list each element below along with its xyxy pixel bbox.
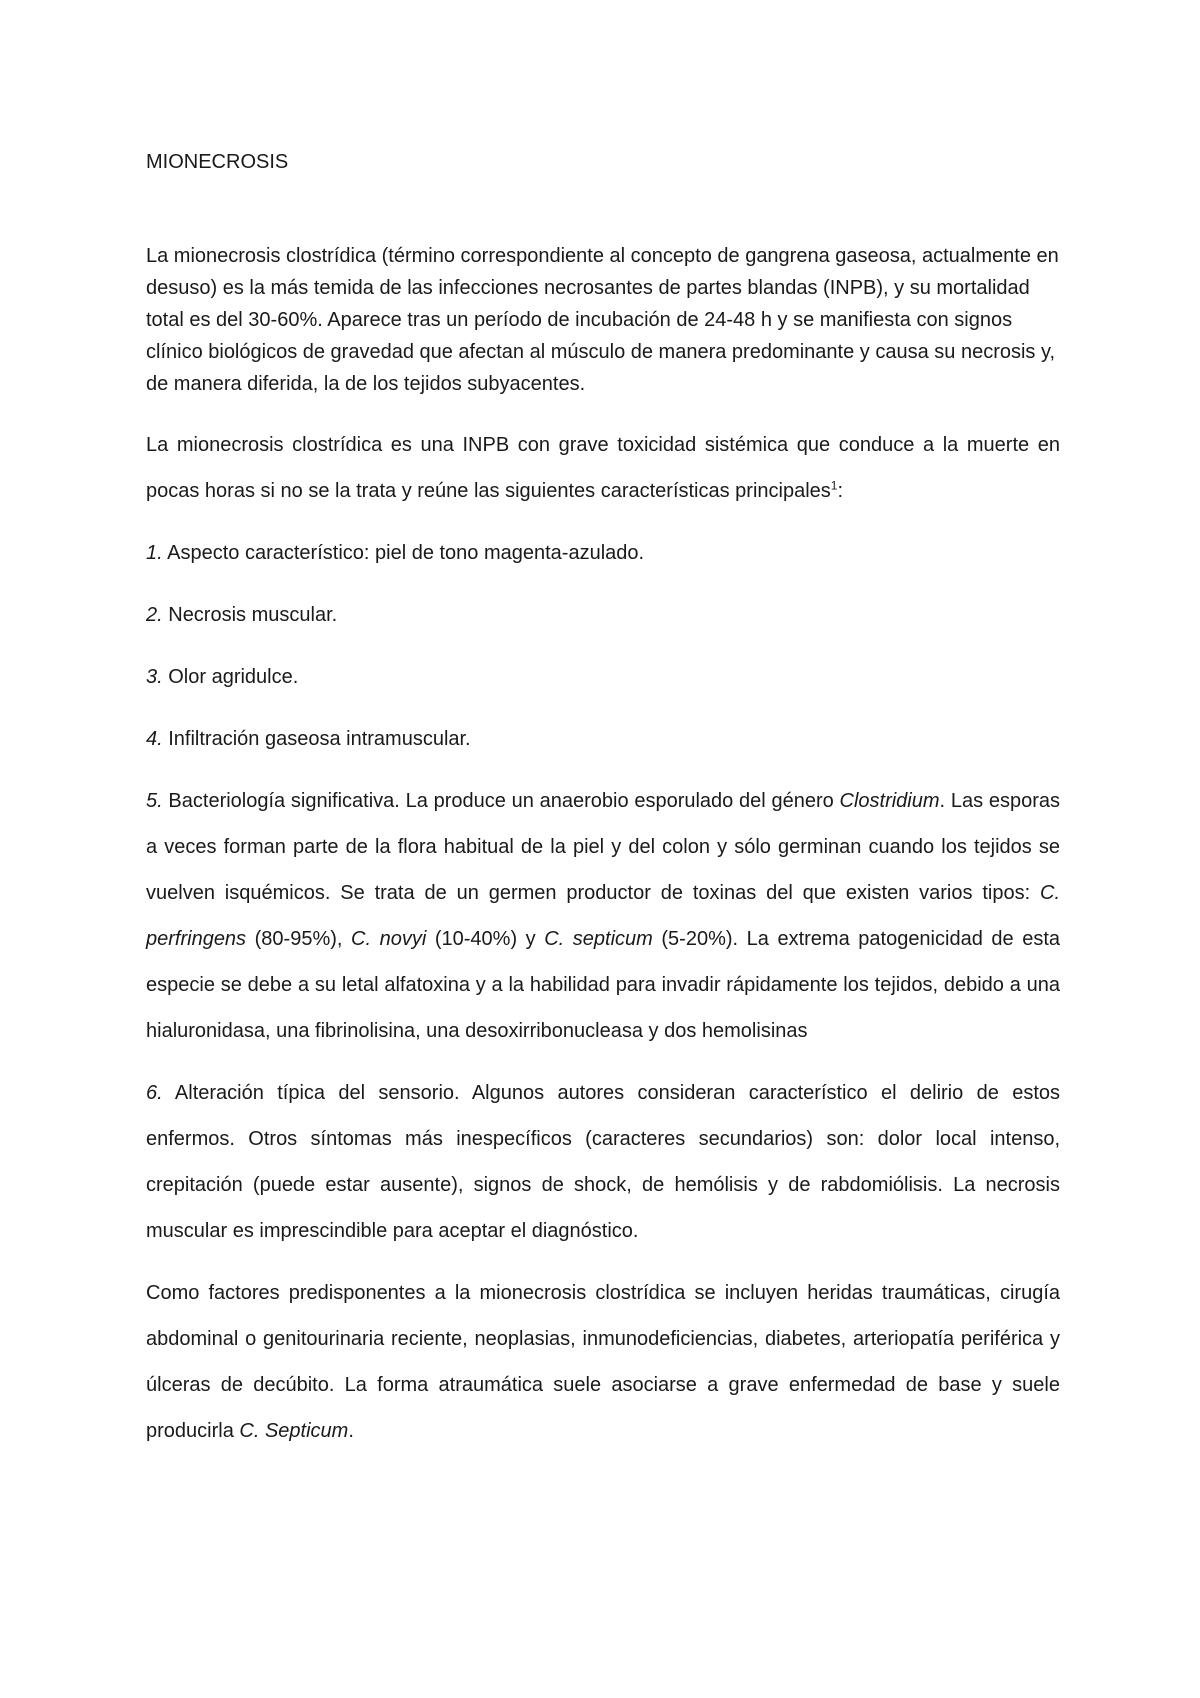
species-name: C. perfringens — [146, 882, 1060, 950]
genus-name: Clostridium — [839, 790, 940, 812]
list-item-1 — [146, 530, 1060, 576]
list-item-text: (80-95%), — [246, 928, 352, 950]
list-item-number: 6. — [146, 1082, 163, 1104]
list-item-text: . Las esporas a veces forman parte de la flora habitual de la piel y del colon y sólo germinan cuando los tejidos se vuelven isquémicos. Se trata de un germen productor de toxinas del que existen varios tipos: — [146, 790, 1060, 904]
predisposing-factors-paragraph — [146, 1270, 1060, 1454]
list-item-number: 3. — [146, 666, 163, 688]
document-body — [146, 150, 1060, 1454]
characteristics-intro-text: La mionecrosis clostrídica es una INPB con grave toxicidad sistémica que conduce a la muerte en pocas horas si no se la trata y reúne las siguientes características principales — [146, 434, 1060, 502]
list-item-text: (10-40%) y — [426, 928, 545, 950]
list-item-6 — [146, 1070, 1060, 1254]
intro-paragraph: La mionecrosis clostrídica (término correspondiente al concepto de gangrena gaseosa, actualmente en desuso) es la más temida de las infecciones necrosantes de partes blandas (INPB), y su mortalidad total es del 30-60%. Aparece tras un período de incubación de 24-48 h y se manifiesta con signos clínico biológicos de gravedad que afectan al músculo de manera predominante y causa su necrosis y, de manera diferida, la de los tejidos subyacentes. — [146, 245, 1059, 395]
list-item-number: 2. — [146, 604, 163, 626]
list-item-text: Infiltración gaseosa intramuscular. — [162, 728, 471, 750]
document-title: MIONECROSIS — [146, 151, 289, 173]
list-item-2 — [146, 592, 1060, 638]
list-item-number: 1. — [146, 542, 163, 564]
footnote-reference: 1 — [830, 478, 838, 493]
list-item-3 — [146, 654, 1060, 700]
characteristics-intro-paragraph — [146, 422, 1060, 514]
list-item-text: (5-20%). La extrema patogenicidad de esta especie se debe a su letal alfatoxina y a la habilidad para invadir rápidamente los tejidos, debido a una hialuronidasa, una fibrinolisina, una desoxirribonucleasa y dos hemolisinas — [146, 928, 1060, 1042]
paragraph-end: . — [348, 1420, 354, 1442]
paragraph-text: Como factores predisponentes a la mionecrosis clostrídica se incluyen heridas traumáticas, cirugía abdominal o genitourinaria reciente, neoplasias, inmunodeficiencias, diabetes, arteriopatía periférica y úlceras de decúbito. La forma atraumática suele asociarse a grave enfermedad de base y suele producirla — [146, 1282, 1060, 1442]
list-item-5 — [146, 778, 1060, 1054]
list-item-number: 4. — [146, 728, 163, 750]
list-item-number: 5. — [146, 790, 163, 812]
list-item-4 — [146, 716, 1060, 762]
list-item-text: Alteración típica del sensorio. Algunos autores consideran característico el delirio de estos enfermos. Otros síntomas más inespecíficos (caracteres secundarios) son: dolor local intenso, crepitación (puede estar ausente), signos de shock, de hemólisis y de rabdomiólisis. La necrosis muscular es imprescindible para aceptar el diagnóstico. — [146, 1082, 1060, 1242]
species-name: C. septicum — [544, 928, 653, 950]
species-name: C. novyi — [351, 928, 427, 950]
list-item-text: Aspecto característico: piel de tono magenta-azulado. — [162, 542, 645, 564]
list-item-text: Bacteriología significativa. La produce un anaerobio esporulado del género — [162, 790, 840, 812]
characteristics-intro-colon: : — [837, 480, 844, 502]
list-item-text: Necrosis muscular. — [162, 604, 338, 626]
species-name: C. Septicum — [239, 1420, 349, 1442]
list-item-text: Olor agridulce. — [162, 666, 299, 688]
